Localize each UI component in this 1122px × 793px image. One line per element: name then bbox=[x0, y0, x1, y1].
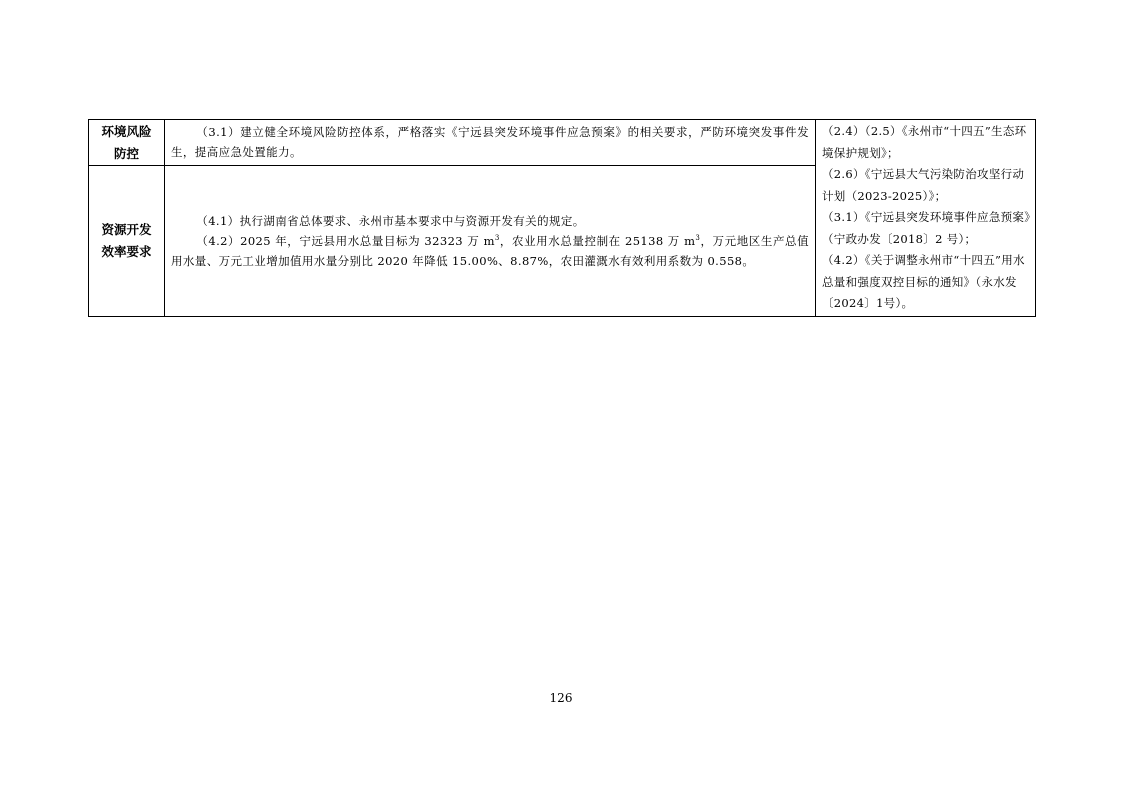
requirements-table bbox=[88, 119, 1036, 317]
text-segment: ，万元地区生产总值用水量、万元工业增加值用水量分别比 2020 年降低 15.00%、8.87%，农田灌溉水有效利用系数为 0.558。 bbox=[171, 233, 810, 268]
category-label: 环境风险 bbox=[101, 123, 152, 139]
requirement-paragraph: （3.1）建立健全环境风险防控体系，严格落实《宁远县突发环境事件应急预案》的相关要求，严防环境突发事件发生，提高应急处置能力。 bbox=[171, 125, 809, 159]
references-cell bbox=[816, 120, 1036, 317]
category-cell bbox=[89, 166, 165, 316]
superscript: 3 bbox=[695, 234, 701, 243]
reference-item: （3.1）《宁远县突发环境事件应急预案》（宁政办发〔2018〕2 号）； bbox=[822, 210, 1031, 246]
requirement-cell bbox=[165, 166, 816, 316]
requirement-paragraph: （4.1）执行湖南省总体要求、永州市基本要求中与资源开发有关的规定。 bbox=[196, 213, 585, 228]
category-label: 资源开发 bbox=[101, 221, 152, 237]
table-row bbox=[89, 120, 1036, 166]
category-label: 防控 bbox=[113, 145, 139, 161]
reference-item: （2.4）（2.5）《永州市“十四五”生态环境保护规划》； bbox=[822, 124, 1027, 160]
reference-item: （2.6）《宁远县大气污染防治攻坚行动计划（2023-2025）》； bbox=[822, 167, 1025, 203]
category-label: 效率要求 bbox=[101, 243, 152, 259]
category-cell bbox=[89, 120, 165, 166]
requirement-paragraph bbox=[171, 231, 809, 271]
requirement-cell bbox=[165, 120, 816, 166]
text-segment: ，农业用水总量控制在 25138 万 m bbox=[499, 233, 696, 248]
page-number: 126 bbox=[549, 691, 573, 705]
text-segment: （4.2）2025 年，宁远县用水总量目标为 32323 万 m bbox=[196, 233, 495, 248]
superscript: 3 bbox=[494, 234, 500, 243]
reference-item: （4.2）《关于调整永州市“十四五”用水总量和强度双控目标的通知》（永水发〔2024〕1号）。 bbox=[822, 253, 1025, 310]
